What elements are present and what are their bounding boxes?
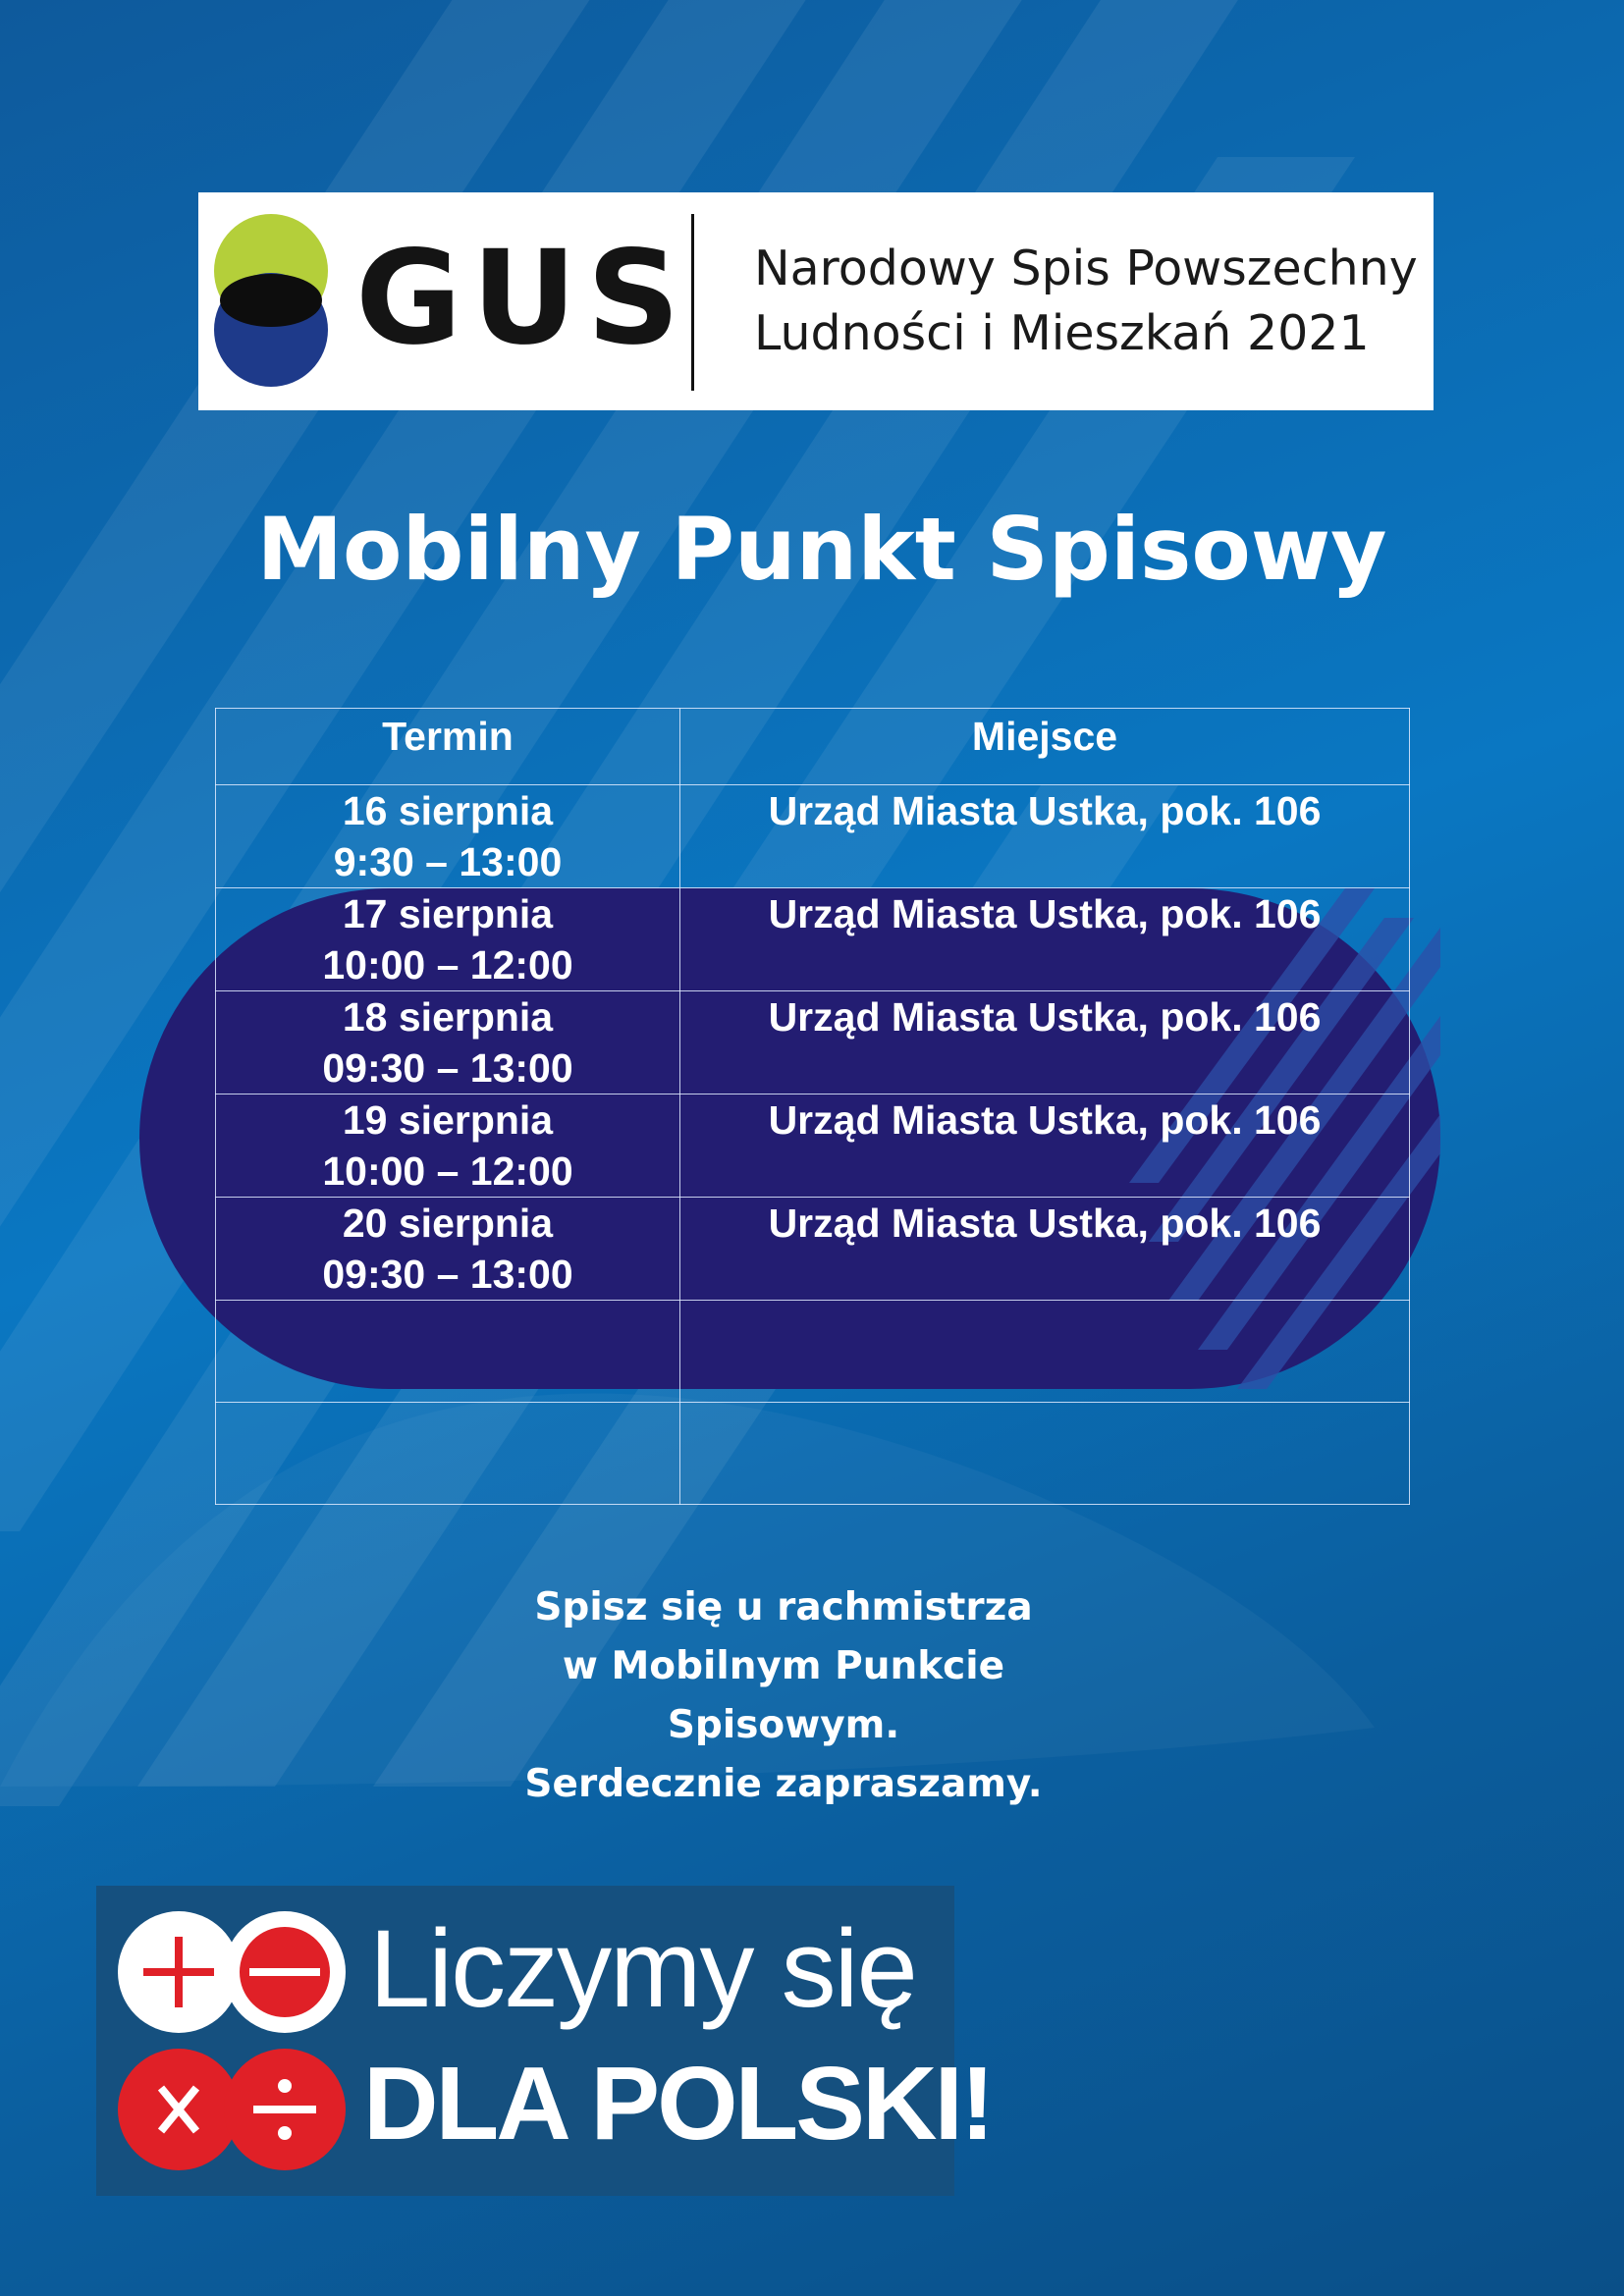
gus-logo-icon <box>212 212 336 391</box>
term-time: 10:00 – 12:00 <box>322 942 573 988</box>
table-row <box>216 785 1410 888</box>
divide-icon <box>224 2049 346 2170</box>
term-time: 09:30 – 13:00 <box>322 1252 573 1297</box>
place-cell: Urząd Miasta Ustka, pok. 106 <box>680 888 1410 991</box>
logo-divider <box>691 214 694 391</box>
table-row-empty <box>216 1403 1410 1505</box>
term-time: 10:00 – 12:00 <box>322 1148 573 1194</box>
multiply-icon <box>118 2049 240 2170</box>
invitation-line-3: Spisowym. <box>667 1703 900 1747</box>
gus-wordmark: GUS <box>355 223 690 374</box>
minus-icon <box>224 1911 346 2033</box>
column-header-miejsce: Miejsce <box>680 709 1410 785</box>
census-name-line-2: Ludności i Mieszkań 2021 <box>754 305 1370 361</box>
term-cell <box>216 1198 680 1301</box>
term-time: 09:30 – 13:00 <box>322 1045 573 1091</box>
schedule-table <box>215 708 1410 1505</box>
term-cell <box>216 1095 680 1198</box>
campaign-slogan-banner <box>96 1886 993 2196</box>
invitation-line-2: w Mobilnym Punkcie <box>562 1644 1005 1688</box>
place-cell <box>680 1403 1410 1505</box>
invitation-line-4: Serdecznie zapraszamy. <box>524 1762 1043 1806</box>
term-date: 17 sierpnia <box>342 891 554 936</box>
table-row <box>216 888 1410 991</box>
table-row <box>216 1198 1410 1301</box>
place-cell: Urząd Miasta Ustka, pok. 106 <box>680 1095 1410 1198</box>
term-date: 16 sierpnia <box>342 788 554 833</box>
term-time: 9:30 – 13:00 <box>333 839 563 884</box>
plus-icon <box>118 1911 240 2033</box>
invitation-line-1: Spisz się u rachmistrza <box>534 1585 1033 1629</box>
term-date: 18 sierpnia <box>342 994 554 1040</box>
invitation-text <box>0 1578 1567 1814</box>
census-name-line-1: Narodowy Spis Powszechny <box>754 240 1418 296</box>
term-cell <box>216 1301 680 1403</box>
column-header-termin: Termin <box>216 709 680 785</box>
place-cell: Urząd Miasta Ustka, pok. 106 <box>680 1198 1410 1301</box>
table-header-row <box>216 709 1410 785</box>
table-row-empty <box>216 1301 1410 1403</box>
term-cell <box>216 1403 680 1505</box>
place-cell <box>680 1301 1410 1403</box>
place-cell: Urząd Miasta Ustka, pok. 106 <box>680 785 1410 888</box>
term-cell <box>216 991 680 1095</box>
page-title: Mobilny Punkt Spisowy <box>256 499 1387 600</box>
slogan-line-1: Liczymy się <box>369 1907 916 2030</box>
term-date: 20 sierpnia <box>342 1201 554 1246</box>
term-cell <box>216 785 680 888</box>
table-row <box>216 991 1410 1095</box>
gus-logo-banner <box>198 192 1434 410</box>
table-row <box>216 1095 1410 1198</box>
place-cell: Urząd Miasta Ustka, pok. 106 <box>680 991 1410 1095</box>
term-date: 19 sierpnia <box>342 1097 554 1143</box>
slogan-line-2: DLA POLSKI! <box>363 2046 993 2162</box>
term-cell <box>216 888 680 991</box>
